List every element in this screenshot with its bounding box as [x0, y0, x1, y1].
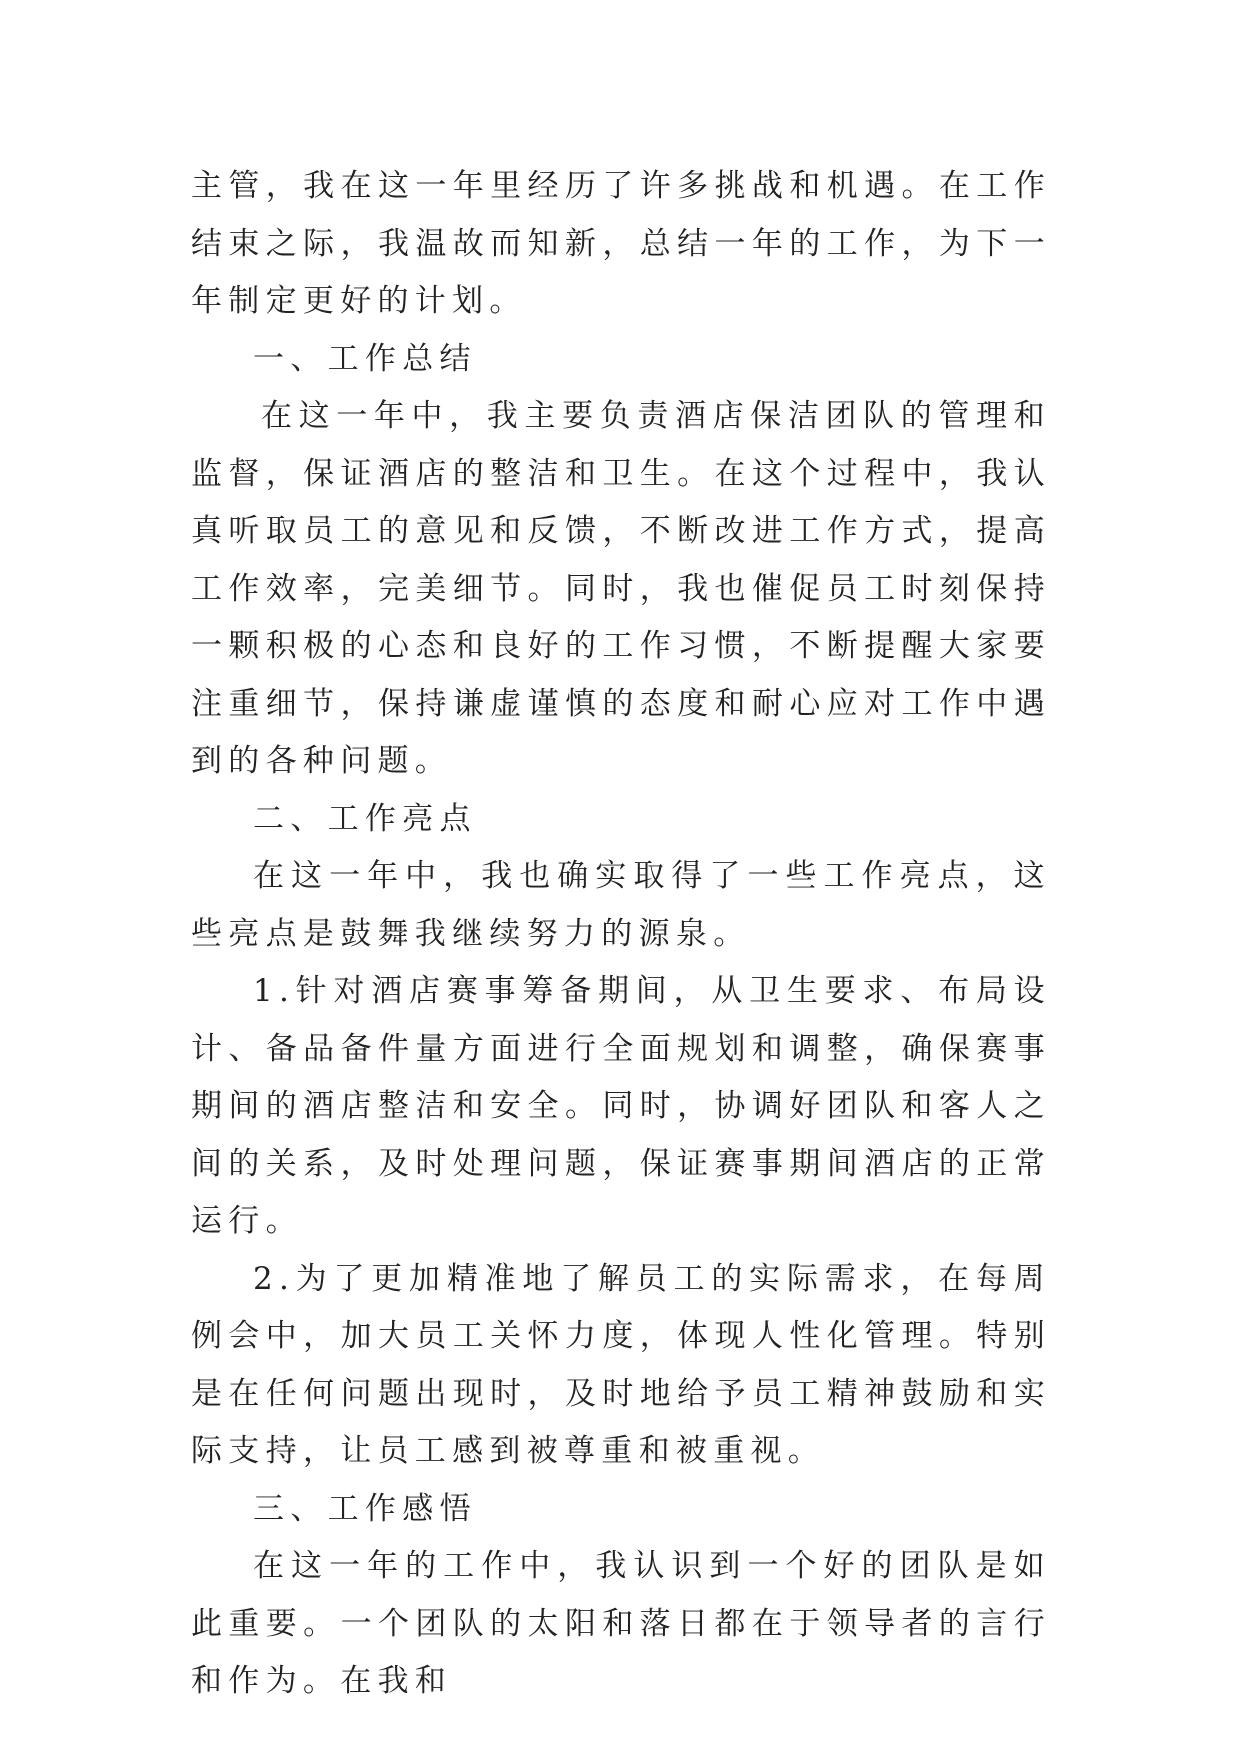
- section2-heading: 二、工作亮点: [253, 800, 477, 837]
- intro-paragraph: 主管，我在这一年里经历了许多挑战和机遇。在工作结束之际，我温故而知新，总结一年的工作，为下一年制定更好的计划。: [191, 168, 1051, 319]
- section3-heading: 三、工作感悟: [253, 1490, 477, 1527]
- section2-item-1: 1.针对酒店赛事筹备期间，从卫生要求、布局设计、备品备件量方面进行全面规划和调整，确保赛事期间的酒店整洁和安全。同时，协调好团队和客人之间的关系，及时处理问题，保证赛事期间酒店的正常运行。: [191, 973, 1051, 1239]
- section3-paragraph: 在这一年的工作中，我认识到一个好的团队是如此重要。一个团队的太阳和落日都在于领导者的言行和作为。在我和: [191, 1548, 1051, 1699]
- section1-paragraph: 在这一年中，我主要负责酒店保洁团队的管理和监督，保证酒店的整洁和卫生。在这个过程中，我认真听取员工的意见和反馈，不断改进工作方式，提高工作效率，完美细节。同时，我也催促员工时刻保持一颗积极的心态和良好的工作习惯，不断提醒大家要注重细节，保持谦虚谨慎的态度和耐心应对工作中遇到的各种问题。: [191, 398, 1051, 779]
- section1-heading: 一、工作总结: [253, 340, 477, 377]
- section2-paragraph: 在这一年中，我也确实取得了一些工作亮点，这些亮点是鼓舞我继续努力的源泉。: [191, 858, 1051, 952]
- document-body: [191, 158, 1051, 1711]
- section2-item-2: 2.为了更加精准地了解员工的实际需求，在每周例会中，加大员工关怀力度，体现人性化管理。特别是在任何问题出现时，及时地给予员工精神鼓励和实际支持，让员工感到被尊重和被重视。: [191, 1260, 1051, 1469]
